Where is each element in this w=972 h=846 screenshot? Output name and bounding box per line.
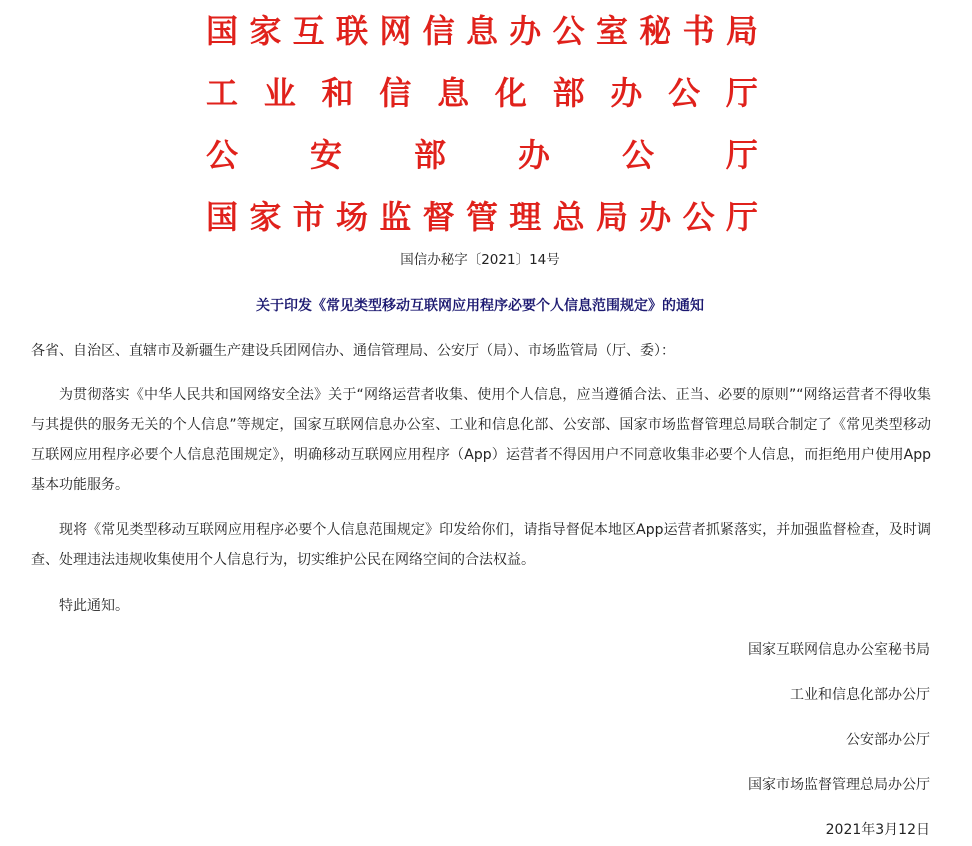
document-number: 国信办秘字〔2021〕14号 <box>400 252 560 268</box>
issuer-line-2 <box>206 62 758 124</box>
issuer-char: 办 <box>517 136 550 174</box>
issuer-char: 互 <box>292 12 325 50</box>
issuer-char: 信 <box>379 74 412 112</box>
issuer-char: 办 <box>639 198 672 236</box>
issuer-char: 公 <box>682 198 715 236</box>
issue-date: 2021年3月12日 <box>825 822 930 838</box>
issuer-char: 部 <box>552 74 585 112</box>
body-paragraph-closing: 特此通知。 <box>59 598 129 614</box>
issuer-char: 总 <box>552 198 585 236</box>
issuer-char: 市 <box>292 198 325 236</box>
issuer-char: 场 <box>335 198 368 236</box>
issuer-char: 公 <box>206 136 239 174</box>
issuer-char: 国 <box>206 198 239 236</box>
issuer-char: 室 <box>595 12 628 50</box>
issuer-char: 公 <box>621 136 654 174</box>
signature-issuer-1: 国家互联网信息办公室秘书局 <box>748 642 930 658</box>
issuer-char: 家 <box>249 12 282 50</box>
issuer-char: 管 <box>465 198 498 236</box>
issuer-char: 部 <box>413 136 446 174</box>
issuer-char: 局 <box>725 12 758 50</box>
issuer-char: 办 <box>610 74 643 112</box>
issuer-char: 息 <box>465 12 498 50</box>
issuer-char: 厅 <box>725 198 758 236</box>
issuer-char: 家 <box>249 198 282 236</box>
issuer-line-3 <box>206 124 758 186</box>
issuer-char: 厅 <box>725 74 758 112</box>
issuer-char: 信 <box>422 12 455 50</box>
issuer-char: 办 <box>509 12 542 50</box>
salutation: 各省、自治区、直辖市及新疆生产建设兵团网信办、通信管理局、公安厅（局）、市场监管局（厅、委）： <box>31 343 675 359</box>
issuer-char: 督 <box>422 198 455 236</box>
issuer-char: 理 <box>509 198 542 236</box>
issuer-char: 监 <box>379 198 412 236</box>
issuer-char: 和 <box>321 74 354 112</box>
issuer-char: 联 <box>335 12 368 50</box>
body-paragraph-2: 现将《常见类型移动互联网应用程序必要个人信息范围规定》印发给你们，请指导督促本地区App运营者抓紧落实，并加强监督检查，及时调查、处理违法违规收集使用个人信息行为，切实维护公民在网络空间的合法权益。 <box>31 522 931 568</box>
document-title: 关于印发《常见类型移动互联网应用程序必要个人信息范围规定》的通知 <box>256 298 704 314</box>
issuer-char: 安 <box>309 136 342 174</box>
issuer-char: 工 <box>206 74 239 112</box>
body-paragraph-1: 为贯彻落实《中华人民共和国网络安全法》关于“网络运营者收集、使用个人信息，应当遵循合法、正当、必要的原则”“网络运营者不得收集与其提供的服务无关的个人信息”等规定，国家互联网信息办公室、工业和信息化部、公安部、国家市场监督管理总局联合制定了《常见类型移动互联网应用程序必要个人信息范围规定》，明确移动互联网应用程序（App）运营者不得因用户不同意收集非必要个人信息，而拒绝用户使用App基本功能服务。 <box>31 387 931 493</box>
issuer-char: 业 <box>263 74 296 112</box>
issuer-char: 国 <box>206 12 239 50</box>
signature-issuer-2: 工业和信息化部办公厅 <box>790 687 930 703</box>
signature-issuer-4: 国家市场监督管理总局办公厅 <box>748 777 930 793</box>
signature-issuer-3: 公安部办公厅 <box>846 732 930 748</box>
issuer-char: 局 <box>595 198 628 236</box>
issuer-char: 秘 <box>639 12 672 50</box>
issuer-char: 息 <box>437 74 470 112</box>
issuer-char: 书 <box>682 12 715 50</box>
issuer-char: 公 <box>668 74 701 112</box>
issuer-char: 厅 <box>725 136 758 174</box>
issuer-char: 化 <box>494 74 527 112</box>
issuer-char: 公 <box>552 12 585 50</box>
issuer-line-4 <box>206 186 758 248</box>
issuer-header <box>206 0 758 248</box>
issuer-line-1 <box>206 0 758 62</box>
issuer-char: 网 <box>379 12 412 50</box>
